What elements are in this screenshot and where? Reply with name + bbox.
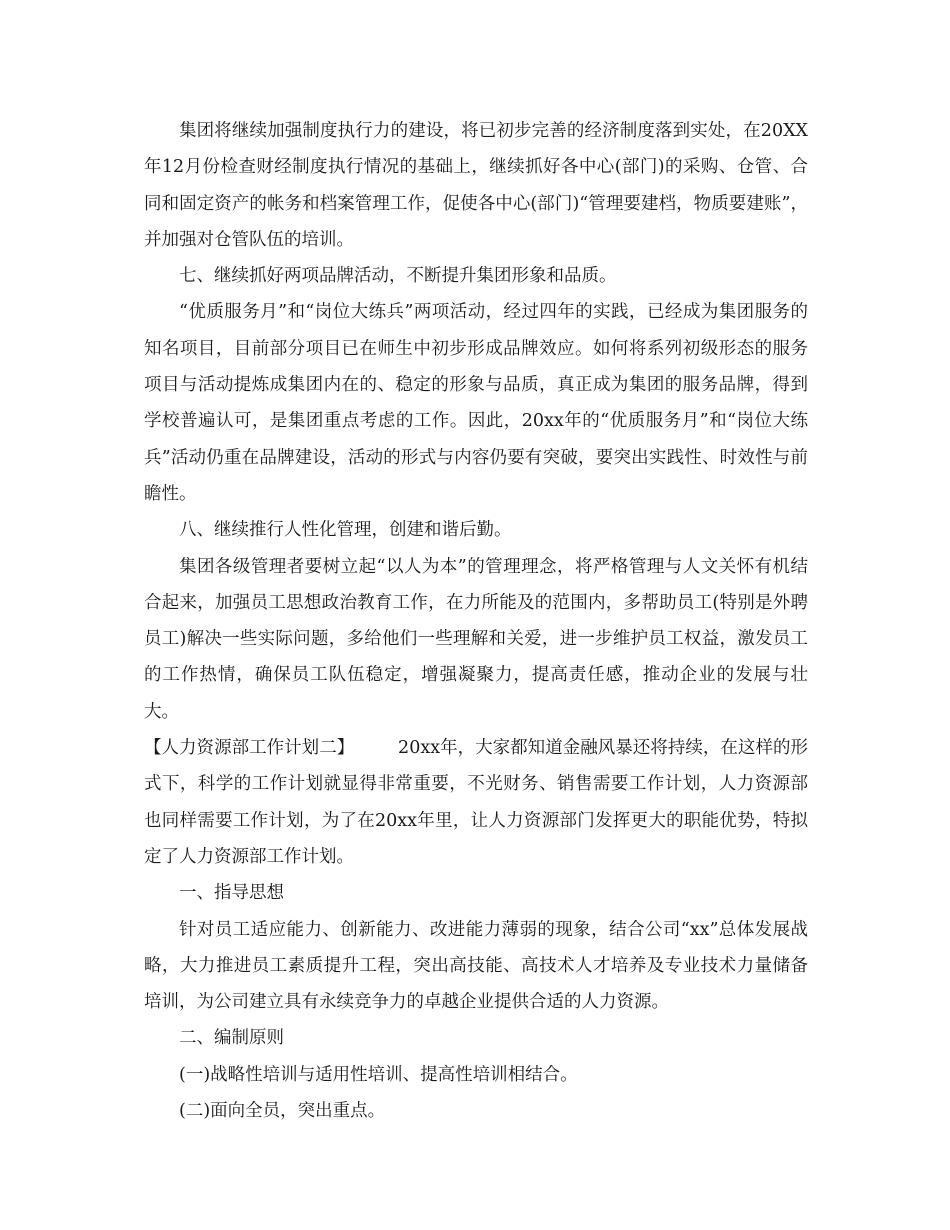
paragraph-guiding-thought: 针对员工适应能力、创新能力、改进能力薄弱的现象，结合公司“xx”总体发展战略，大力推进员工素质提升工程，突出高技能、高技术人才培养及专业技术力量储备培训，为公司建立具有永续竞争力的卓越企业提供合适的人力资源。: [144, 919, 808, 1013]
paragraph-humanized-management: 集团各级管理者要树立起“以人为本”的管理理念，将严格管理与人文关怀有机结合起来，加强员工思想政治教育工作，在力所能及的范围内，多帮助员工(特别是外聘员工)解决一些实际问题，多给他们一些理解和关爱，进一步维护员工权益，激发员工的工作热情，确保员工队伍稳定，增强凝聚力，提高责任感，推动企业的发展与壮大。: [144, 556, 808, 722]
paragraph-brand-activities: “优质服务月”和“岗位大练兵”两项活动，经过四年的实践，已经成为集团服务的知名项目，目前部分项目已在师生中初步形成品牌效应。如何将系列初级形态的服务项目与活动提炼成集团内在的、稳定的形象与品质，真正成为集团的服务品牌，得到学校普遍认可，是集团重点考虑的工作。因此，20xx年的“优质服务月”和“岗位大练兵”活动仍重在品牌建设，活动的形式与内容仍要有突破，要突出实践性、时效性与前瞻性。: [144, 302, 808, 504]
paragraph-hr-plan-two: 【人力资源部工作计划二】 20xx年，大家都知道金融风暴还将持续，在这样的形式下，科学的工作计划就显得非常重要，不光财务、销售需要工作计划，人力资源部也同样需要工作计划，为了在20xx年里，让人力资源部门发挥更大的职能优势，特拟定了人力资源部工作计划。: [144, 738, 808, 867]
principle-item-one: (一)战略性培训与适用性培训、提高性培训相结合。: [179, 1064, 578, 1085]
document-body: [144, 113, 808, 1129]
paragraph-finance-system: 集团将继续加强制度执行力的建设，将已初步完善的经济制度落到实处，在20XX年12月份检查财经制度执行情况的基础上，继续抓好各中心(部门)的采购、仓管、合同和固定资产的帐务和档案管理工作，促使各中心(部门)“管理要建档，物质要建账”，并加强对仓管队伍的培训。: [144, 121, 808, 250]
section-heading-principles: 二、编制原则: [179, 1028, 284, 1049]
section-heading-guiding-thought: 一、指导思想: [179, 883, 284, 904]
section-heading-seven: 七、继续抓好两项品牌活动，不断提升集团形象和品质。: [179, 266, 617, 287]
principle-item-two: (二)面向全员，突出重点。: [179, 1101, 386, 1122]
section-heading-eight: 八、继续推行人性化管理，创建和谐后勤。: [179, 520, 512, 541]
